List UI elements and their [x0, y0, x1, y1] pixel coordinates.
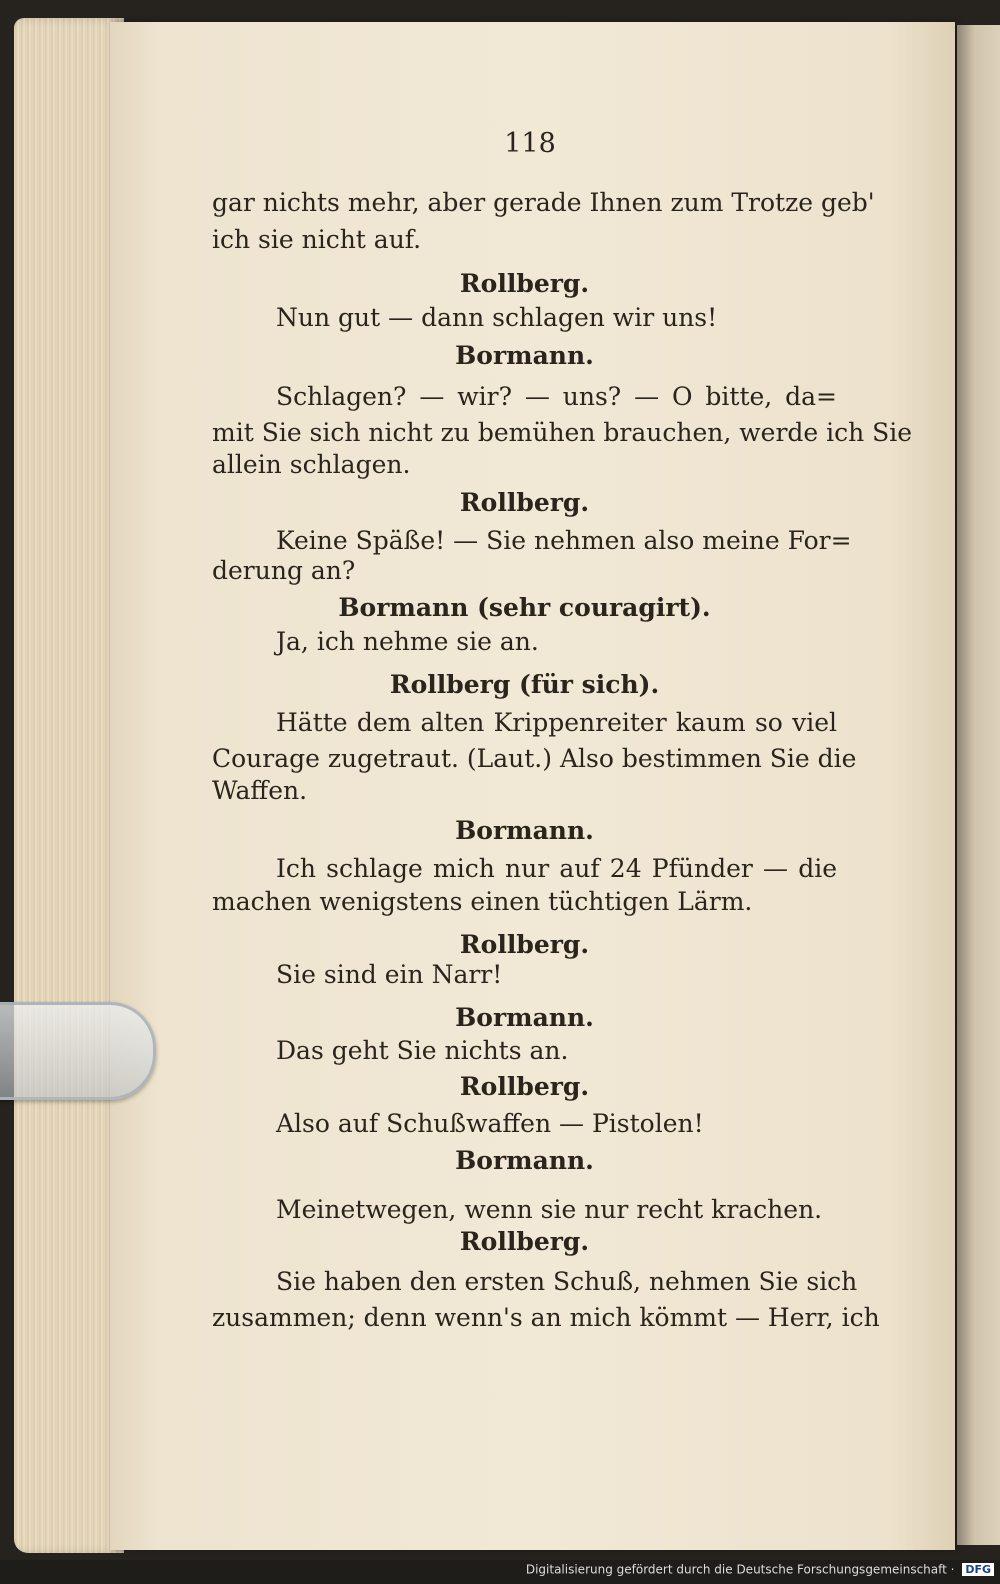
text-line: Schlagen? — wir? — uns? — O bitte, da=: [276, 382, 837, 411]
text-line: Also auf Schußwaffen — Pistolen!: [276, 1109, 704, 1138]
speaker-heading: Rollberg.: [459, 1227, 590, 1256]
text-line: Ja, ich nehme sie an.: [276, 627, 539, 656]
text-line: zusammen; denn wenn's an mich kömmt — Herr, ich: [212, 1303, 880, 1332]
speaker-heading: Bormann.: [455, 1146, 594, 1175]
speaker-heading: Rollberg.: [459, 488, 590, 517]
speaker-heading: Rollberg (für sich).: [389, 670, 660, 699]
text-line: Ich schlage mich nur auf 24 Pfünder — die: [276, 854, 837, 883]
digitization-credit: [526, 1562, 994, 1582]
page-clip: [0, 1002, 156, 1100]
speaker-heading: Bormann.: [455, 816, 594, 845]
speaker-heading: Bormann (sehr couragirt).: [338, 593, 711, 622]
speaker-heading: Rollberg.: [459, 269, 590, 298]
dfg-logo-icon: DFG: [962, 1563, 994, 1576]
text-line: Meinetwegen, wenn sie nur recht krachen.: [276, 1195, 823, 1224]
speaker-heading: Rollberg.: [459, 930, 590, 959]
text-line: Nun gut — dann schlagen wir uns!: [276, 303, 718, 332]
text-line: ich sie nicht auf.: [212, 225, 422, 254]
credit-text: Digitalisierung gefördert durch die Deutsche Forschungsgemeinschaft ·: [525, 1562, 955, 1577]
speaker-heading: Bormann.: [455, 341, 594, 370]
text-line: Sie sind ein Narr!: [276, 960, 503, 989]
text-line: Waffen.: [212, 776, 308, 805]
speaker-heading: Bormann.: [455, 1003, 594, 1032]
speaker-heading: Rollberg.: [459, 1072, 590, 1101]
text-line: Hätte dem alten Krippenreiter kaum so viel: [276, 708, 837, 737]
text-line: Courage zugetraut. (Laut.) Also bestimmen Sie die: [212, 744, 857, 773]
text-line: Keine Späße! — Sie nehmen also meine For=: [276, 526, 852, 555]
text-line: allein schlagen.: [212, 450, 411, 479]
text-line: derung an?: [212, 556, 356, 585]
text-line: Das geht Sie nichts an.: [276, 1036, 569, 1065]
text-line: Sie haben den ersten Schuß, nehmen Sie sich: [276, 1267, 858, 1296]
text-line: mit Sie sich nicht zu bemühen brauchen, werde ich Sie: [212, 418, 913, 447]
facing-page-edge: [957, 25, 1000, 1545]
page-number: 118: [504, 128, 556, 159]
text-line: gar nichts mehr, aber gerade Ihnen zum Trotze geb': [212, 188, 875, 217]
page-edges: [14, 18, 124, 1553]
text-line: machen wenigstens einen tüchtigen Lärm.: [212, 887, 753, 916]
